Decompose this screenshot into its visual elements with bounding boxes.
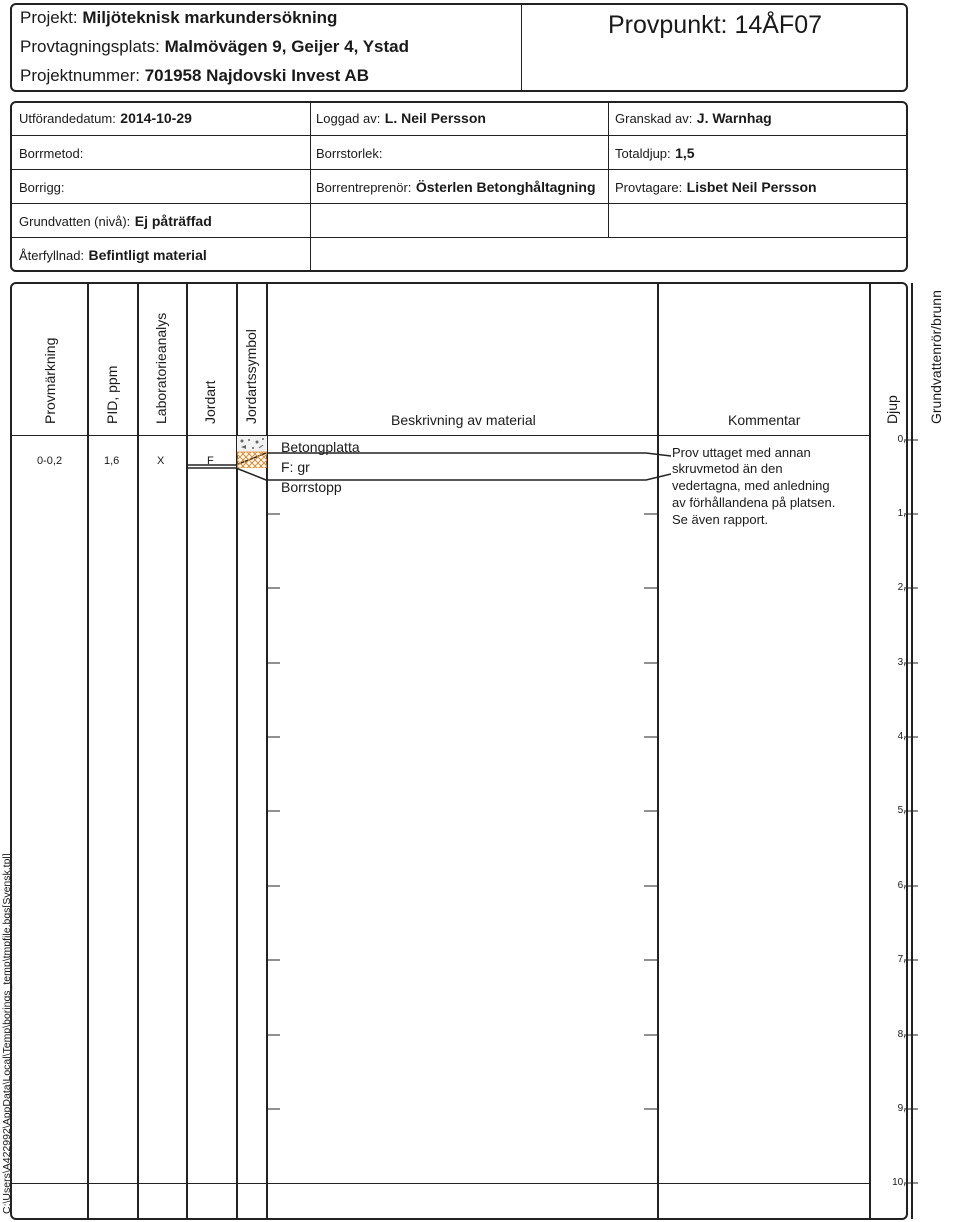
contractor-value: Österlen Betonghåltagning (415, 179, 596, 195)
col-heading-depth: Djup (884, 395, 900, 424)
col-heading-sample-mark: Provmärkning (42, 337, 58, 424)
col-heading-description: Beskrivning av material (391, 412, 536, 428)
col-heading-pid: PID, ppm (104, 365, 120, 424)
groundwater-label: Grundvatten (nivå): (19, 214, 131, 229)
reviewed-label: Granskad av: (615, 111, 693, 126)
date-label: Utförandedatum: (19, 111, 116, 126)
sampler-label: Provtagare: (615, 180, 683, 195)
sample-soil: F (207, 455, 214, 467)
logged-label: Loggad av: (316, 111, 381, 126)
logged-value: L. Neil Persson (384, 110, 486, 126)
col-heading-soil-symbol: Jordartssymbol (243, 329, 259, 424)
sampling-point-title: Provpunkt: 14ÅF07 (608, 11, 823, 39)
depth-label-5: 5, (897, 805, 906, 816)
total-depth-value: 1,5 (675, 145, 695, 161)
backfill-value: Befintligt material (88, 247, 207, 263)
col-heading-groundwater-pipe: Grundvattenrör/brunn (928, 290, 944, 424)
depth-label-2: 2, (897, 582, 906, 593)
depth-label-0: 0, (897, 434, 906, 445)
reviewed-value: J. Warnhag (696, 110, 772, 126)
number-label: Projektnummer: (20, 66, 140, 85)
rig-label: Borrigg: (19, 180, 65, 195)
comment-line-5: Se även rapport. (672, 512, 769, 527)
col-heading-comment: Kommentar (728, 412, 801, 428)
depth-label-8: 8, (897, 1029, 906, 1040)
groundwater-value: Ej påträffad (134, 213, 212, 229)
depth-label-10: 10, (892, 1177, 906, 1188)
size-label: Borrstorlek: (316, 146, 383, 161)
comment-line-1: Prov uttaget med annan (672, 445, 811, 460)
sampler-value: Lisbet Neil Persson (686, 179, 817, 195)
depth-label-7: 7, (897, 954, 906, 965)
backfill-label: Återfyllnad: (19, 248, 85, 263)
depth-label-1: 1, (897, 508, 906, 519)
comment-line-2: skruvmetod än den (672, 461, 783, 476)
date-value: 2014-10-29 (120, 110, 192, 126)
col-heading-lab-analysis: Laboratorieanalys (153, 312, 169, 424)
description-1: Betongplatta (281, 439, 360, 455)
description-3: Borrstopp (281, 479, 342, 495)
number-value: 701958 Najdovski Invest AB (144, 66, 369, 85)
comment-line-3: vedertagna, med anledning (672, 478, 830, 493)
method-label: Borrmetod: (19, 146, 84, 161)
sample-lab: X (157, 455, 165, 467)
site-label: Provtagningsplats: (20, 37, 160, 56)
col-heading-soil-type: Jordart (202, 380, 218, 424)
depth-label-9: 9, (897, 1103, 906, 1114)
description-2: F: gr (281, 459, 310, 475)
comment-line-4: av förhållandena på platsen. (672, 495, 836, 510)
depth-label-6: 6, (897, 880, 906, 891)
footer-file-path: C:\Users\A422992\AppData\Local\Temp\borings_temp\tmpfile.bgs[Svensk.tpl] (1, 853, 13, 1214)
sample-mark: 0-0,2 (37, 455, 63, 467)
project-label: Projekt: (20, 8, 78, 27)
contractor-label: Borrentreprenör: (316, 180, 412, 195)
site-value: Malmövägen 9, Geijer 4, Ystad (164, 37, 410, 56)
sample-pid: 1,6 (104, 455, 120, 467)
project-value: Miljöteknisk markundersökning (82, 8, 338, 27)
total-depth-label: Totaldjup: (615, 146, 671, 161)
depth-label-3: 3, (897, 657, 906, 668)
depth-label-4: 4, (897, 731, 906, 742)
